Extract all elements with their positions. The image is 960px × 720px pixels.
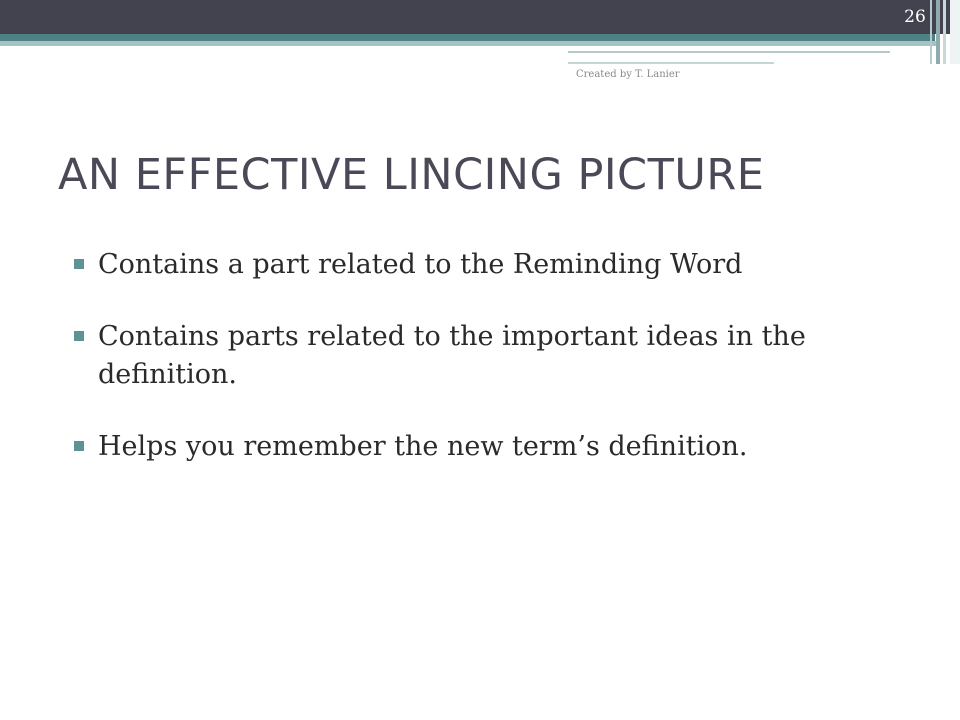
header-band-teal [0, 34, 935, 41]
header-band-dark [0, 0, 960, 34]
header-accent-line [568, 62, 774, 64]
square-bullet-icon [74, 259, 84, 269]
header-band-light [0, 41, 940, 46]
slide-title: AN EFFECTIVE LINCING PICTURE [58, 150, 765, 200]
square-bullet-icon [74, 331, 84, 341]
bullet-item [74, 318, 894, 394]
edge-strip [936, 0, 940, 64]
credit-text: Created by T. Lanier [576, 69, 680, 80]
bullet-list [74, 246, 894, 500]
edge-strip [943, 0, 946, 64]
edge-strip [950, 0, 960, 64]
slide-number: 26 [904, 7, 926, 27]
bullet-text: Contains a part related to the Reminding Word [98, 249, 743, 280]
bullet-text: Contains parts related to the important ideas in the definition. [98, 321, 806, 390]
bullet-text: Helps you remember the new term’s definition. [98, 431, 748, 462]
header-accent-line [568, 51, 890, 53]
square-bullet-icon [74, 441, 84, 451]
bullet-item [74, 428, 894, 466]
bullet-item [74, 246, 894, 284]
